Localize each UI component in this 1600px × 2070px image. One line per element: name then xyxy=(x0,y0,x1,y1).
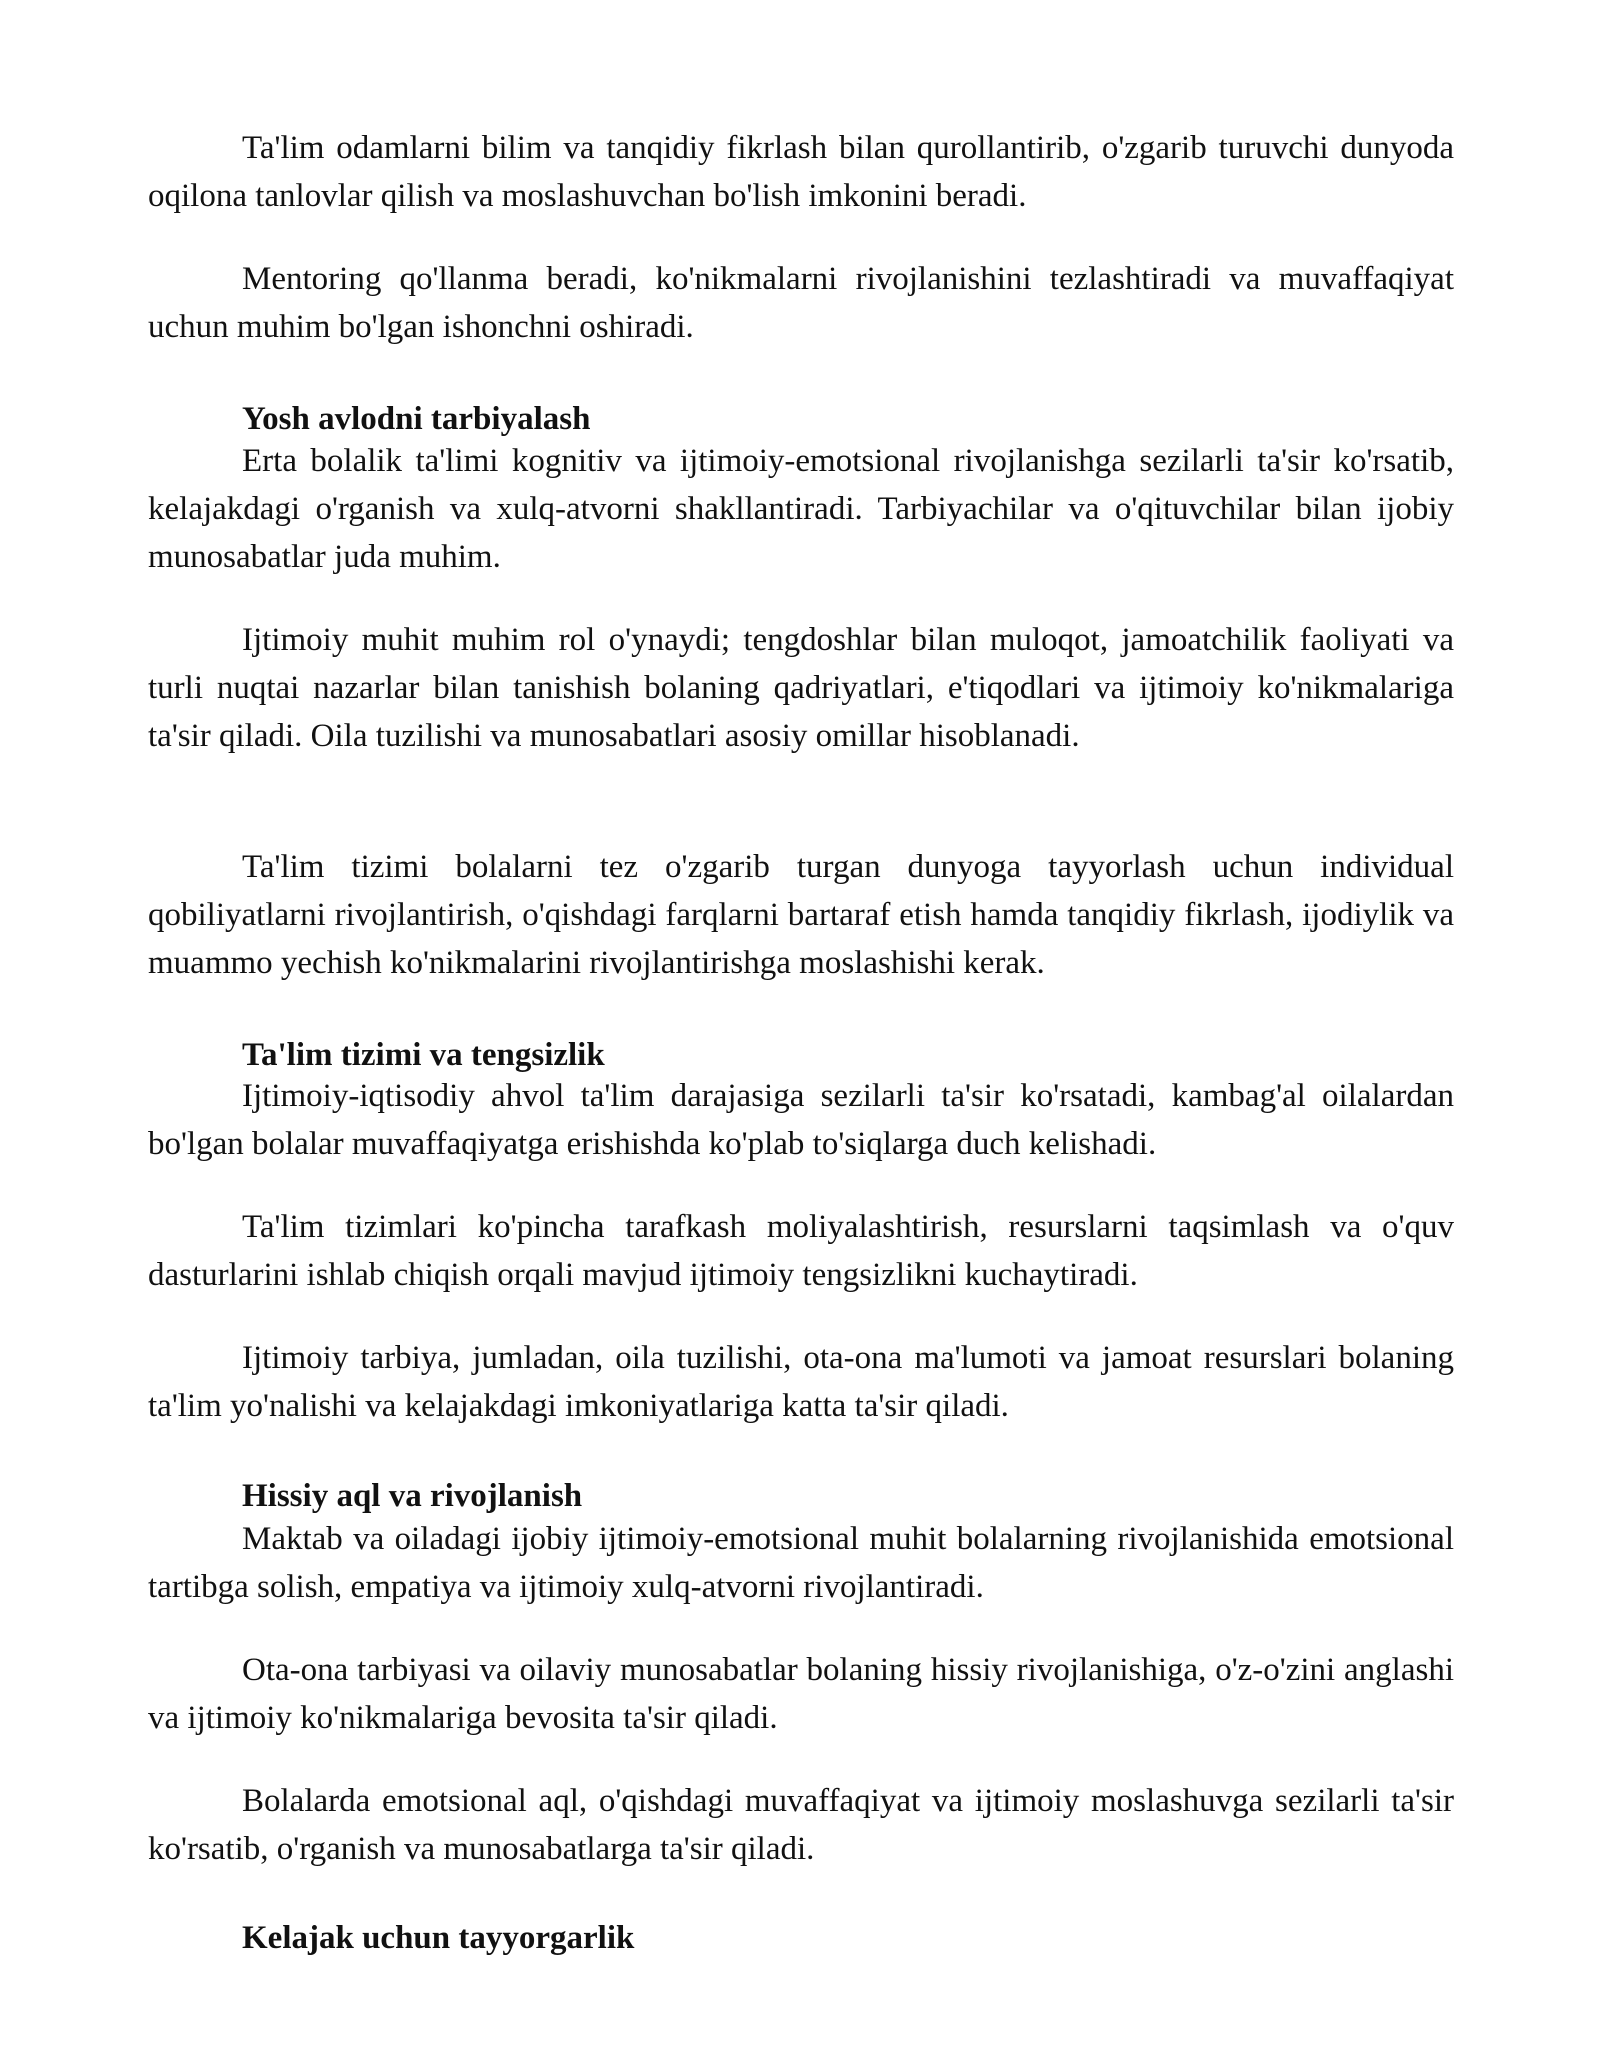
paragraph xyxy=(148,1334,1454,1430)
paragraph-text: Ijtimoiy-iqtisodiy ahvol ta'lim darajasiga sezilarli ta'sir ko'rsatadi, kambag'al oilalardan bo'lgan bolalar muvaffaqiyatga erishishda ko'plab to'siqlarga duch kelishadi. xyxy=(148,1078,1454,1162)
paragraph xyxy=(148,124,1454,220)
paragraph xyxy=(148,616,1454,760)
paragraph-text: Mentoring qo'llanma beradi, ko'nikmalarni rivojlanishini tezlashtiradi va muvaffaqiyat uchun muhim bo'lgan ishonchni oshiradi. xyxy=(148,261,1454,345)
section-heading xyxy=(148,399,1454,439)
heading-text: Kelajak uchun tayyorgarlik xyxy=(242,1920,635,1956)
paragraph xyxy=(148,1646,1454,1742)
paragraph-text: Ota-ona tarbiyasi va oilaviy munosabatlar bolaning hissiy rivojlanishiga, o'z-o'zini anglashi va ijtimoiy ko'nikmalariga bevosita ta'sir qiladi. xyxy=(148,1652,1454,1736)
paragraph xyxy=(148,437,1454,581)
paragraph-text: Erta bolalik ta'limi kognitiv va ijtimoiy-emotsional rivojlanishga sezilarli ta'sir ko'rsatib, kelajakdagi o'rganish va xulq-atvorni shakllantiradi. Tarbiyachilar va o'qituvchilar bilan ijobiy munosabatlar juda muhim. xyxy=(148,443,1454,575)
paragraph xyxy=(148,1072,1454,1168)
paragraph-text: Ta'lim odamlarni bilim va tanqidiy fikrlash bilan qurollantirib, o'zgarib turuvchi dunyoda oqilona tanlovlar qilish va moslashuvchan bo'lish imkonini beradi. xyxy=(148,130,1454,214)
paragraph-text: Bolalarda emotsional aql, o'qishdagi muvaffaqiyat va ijtimoiy moslashuvga sezilarli ta'sir ko'rsatib, o'rganish va munosabatlarga ta'sir qiladi. xyxy=(148,1783,1454,1867)
paragraph-text: Ijtimoiy tarbiya, jumladan, oila tuzilishi, ota-ona ma'lumoti va jamoat resurslari bolaning ta'lim yo'nalishi va kelajakdagi imkoniyatlariga katta ta'sir qiladi. xyxy=(148,1340,1454,1424)
paragraph-text: Maktab va oiladagi ijobiy ijtimoiy-emotsional muhit bolalarning rivojlanishida emotsional tartibga solish, empatiya va ijtimoiy xulq-atvorni rivojlantiradi. xyxy=(148,1521,1454,1605)
paragraph-text: Ta'lim tizimlari ko'pincha tarafkash moliyalashtirish, resurslarni taqsimlash va o'quv dasturlarini ishlab chiqish orqali mavjud ijtimoiy tengsizlikni kuchaytiradi. xyxy=(148,1209,1454,1293)
section-heading xyxy=(148,1918,1454,1958)
heading-text: Ta'lim tizimi va tengsizlik xyxy=(242,1037,605,1073)
paragraph xyxy=(148,843,1454,987)
paragraph xyxy=(148,1777,1454,1873)
paragraph-text: Ta'lim tizimi bolalarni tez o'zgarib turgan dunyoga tayyorlash uchun individual qobiliyatlarni rivojlantirish, o'qishdagi farqlarni bartaraf etish hamda tanqidiy fikrlash, ijodiylik va muammo yechish ko'nikmalarini rivojlantirishga moslashishi kerak. xyxy=(148,849,1454,981)
heading-text: Yosh avlodni tarbiyalash xyxy=(242,401,591,437)
section-heading xyxy=(148,1035,1454,1075)
paragraph-text: Ijtimoiy muhit muhim rol o'ynaydi; tengdoshlar bilan muloqot, jamoatchilik faoliyati va turli nuqtai nazarlar bilan tanishish bolaning qadriyatlari, e'tiqodlari va ijtimoiy ko'nikmalariga ta'sir qiladi. Oila tuzilishi va munosabatlari asosiy omillar hisoblanadi. xyxy=(148,622,1454,754)
section-heading xyxy=(148,1476,1454,1516)
paragraph xyxy=(148,1203,1454,1299)
heading-text: Hissiy aql va rivojlanish xyxy=(242,1478,583,1514)
paragraph xyxy=(148,1515,1454,1611)
paragraph xyxy=(148,255,1454,351)
